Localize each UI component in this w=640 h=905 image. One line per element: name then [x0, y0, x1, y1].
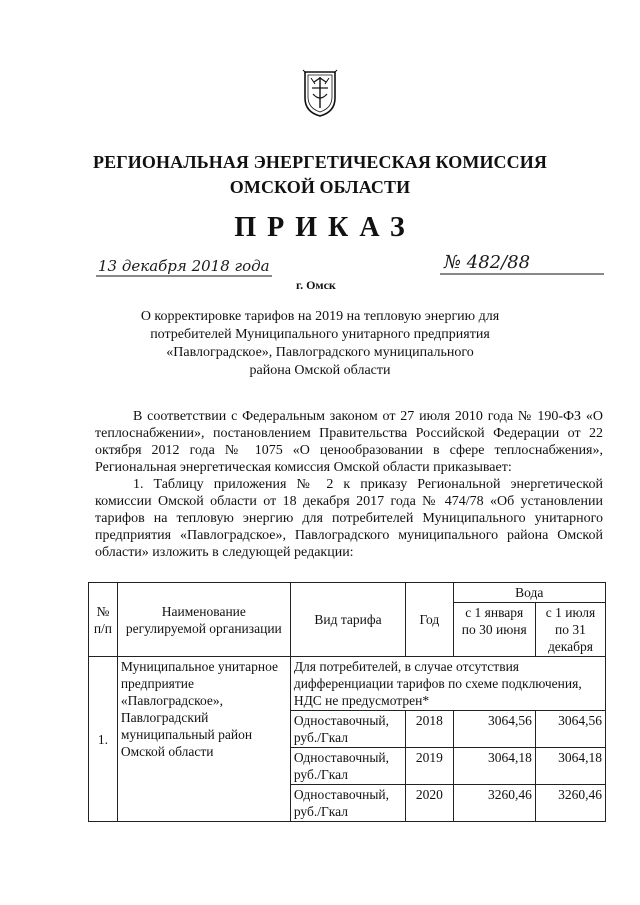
table-header-row [89, 583, 606, 603]
header-water: Вода [453, 583, 605, 603]
handwritten-number-text: № 482/88 [444, 252, 531, 273]
document-type-title: ПРИКАЗ [234, 212, 416, 243]
order-body [95, 408, 603, 561]
header-organization: Наименование регулируемой организации [117, 583, 290, 657]
tariff-value-period-1: 3064,56 [453, 711, 535, 748]
row-number: 1. [89, 657, 118, 822]
tariff-type-cell: Одноставочный, руб./Гкал [290, 711, 405, 748]
org-line-2: ОМСКОЙ ОБЛАСТИ [229, 177, 411, 197]
table-row [89, 657, 606, 711]
tariff-value-period-2: 3064,18 [535, 748, 605, 785]
tariff-table [88, 582, 606, 822]
org-line-1: РЕГИОНАЛЬНАЯ ЭНЕРГЕТИЧЕСКАЯ КОМИССИЯ [93, 152, 547, 172]
consumer-group-label: Для потребителей, в случае отсутствия дифференциации тарифов по схеме подключения, НДС не предусмотрен* [290, 657, 605, 711]
body-paragraph-1: В соответствии с Федеральным законом от 27 июля 2010 года № 190-ФЗ «О теплоснабжении», постановлением Правительства Российской Федерации от 22 октября 2012 года № 1075 «О ценообразовании в сфере теплоснабжения», Региональная энергетическая комиссия Омской области приказывает: [95, 409, 603, 475]
header-number: № п/п [89, 583, 118, 657]
year-cell: 2018 [406, 711, 453, 748]
tariff-value-period-2: 3064,56 [535, 711, 605, 748]
tariff-type-cell: Одноставочный, руб./Гкал [290, 748, 405, 785]
subject-line: «Павлоградское», Павлоградского муниципального [166, 345, 474, 360]
year-cell: 2020 [406, 785, 453, 822]
year-cell: 2019 [406, 748, 453, 785]
subject-line: района Омской области [249, 363, 391, 378]
tariff-value-period-1: 3064,18 [453, 748, 535, 785]
order-subject [120, 308, 520, 380]
issuing-organization [0, 150, 640, 200]
handwritten-number [440, 250, 604, 278]
tariff-type-cell: Одноставочный, руб./Гкал [290, 785, 405, 822]
tariff-value-period-2: 3260,46 [535, 785, 605, 822]
body-paragraph-2: 1. Таблицу приложения № 2 к приказу Региональной энергетической комиссии Омской области от 18 декабря 2017 года № 474/78 «Об установлении тарифов на тепловую энергию для потребителей Муниципального унитарного предприятия «Павлоградское», Павлоградского муниципального района Омской области» изложить в следующей редакции: [95, 477, 603, 560]
header-tariff-type: Вид тарифа [290, 583, 405, 657]
subject-line: потребителей Муниципального унитарного предприятия [150, 327, 490, 342]
header-year: Год [406, 583, 453, 657]
handwritten-date-text: 13 декабря 2018 года [98, 257, 270, 275]
header-period-2: с 1 июля по 31 декабря [535, 603, 605, 657]
organization-name: Муниципальное унитарное предприятие «Павлоградское», Павлоградский муниципальный район Омской области [117, 657, 290, 822]
header-period-1: с 1 января по 30 июня [453, 603, 535, 657]
tariff-value-period-1: 3260,46 [453, 785, 535, 822]
city-label: г. Омск [296, 278, 336, 292]
handwritten-date [96, 254, 272, 280]
coat-of-arms-icon [301, 68, 339, 118]
subject-line: О корректировке тарифов на 2019 на тепловую энергию для [140, 309, 500, 324]
